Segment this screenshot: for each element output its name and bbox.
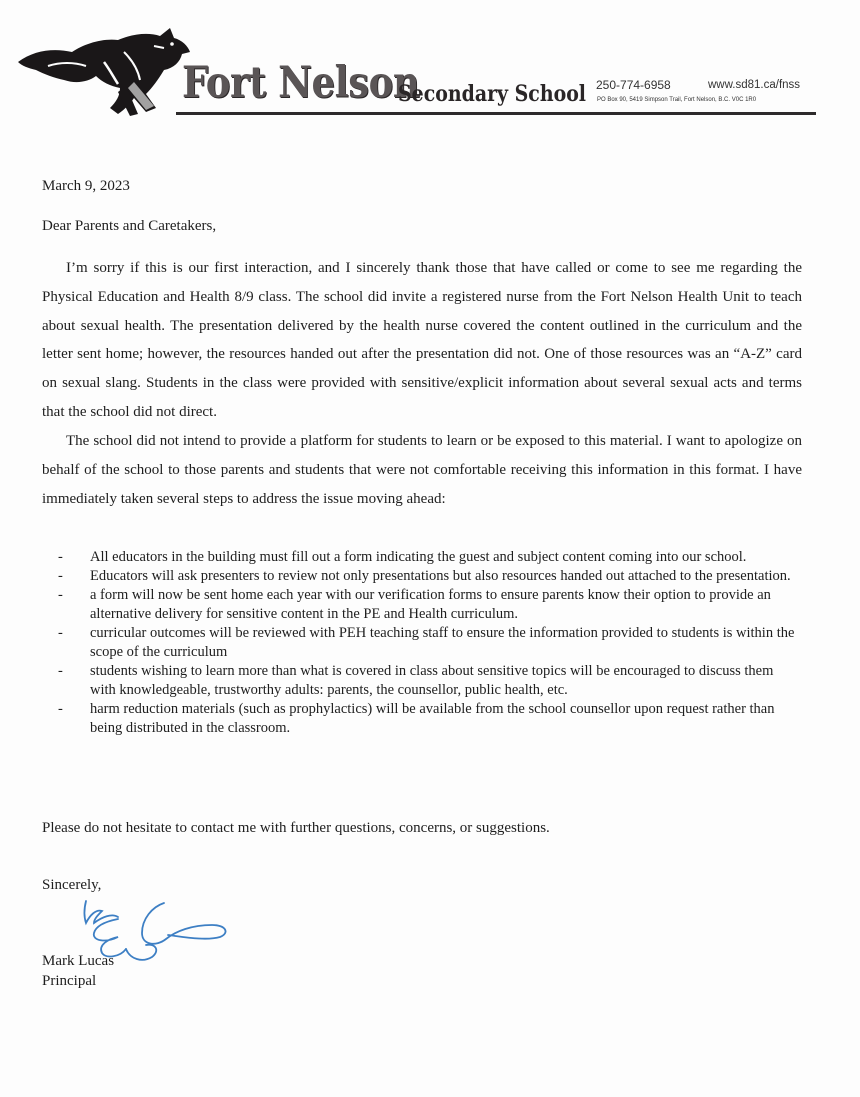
closing-line: Please do not hesitate to contact me with further questions, concerns, or suggestions. (42, 820, 550, 836)
action-steps-list (58, 548, 798, 738)
letter-paragraph-1: I’m sorry if this is our first interaction, and I sincerely thank those that have called or come to see me regarding the Physical Education and Health 8/9 class. The school did invite a registered nurse from the Fort Nelson Health Unit to teach about sexual health. The presentation delivered by the health nurse covered the content outlined in the curriculum and the letter sent home; however, the resources handed out after the presentation did not. One of those resources was an “A-Z” card on sexual slang. Students in the class were provided with sensitive/explicit information about several sexual acts and terms that the school did not direct. (42, 260, 802, 420)
signoff: Sincerely, (42, 877, 102, 893)
list-item: - a form will now be sent home each year with our verification forms to ensure parents know their option to provide an alternative delivery for sensitive content in the PE and Health curriculum. (58, 587, 771, 622)
signer-name: Mark Lucas (42, 953, 115, 969)
list-item: - curricular outcomes will be reviewed with PEH teaching staff to ensure the information provided to students is within the scope of the curriculum (58, 625, 795, 660)
wolf-mascot-logo-icon (14, 22, 194, 117)
signer-title: Principal (42, 973, 97, 989)
list-item: - Educators will ask presenters to review not only presentations but also resources handed out attached to the presentation. (58, 568, 791, 584)
school-name: Fort Nelson (182, 58, 420, 108)
school-subtitle: Secondary School (398, 81, 587, 107)
letterhead (14, 20, 824, 120)
letterhead-rule (176, 112, 816, 115)
school-website: www.sd81.ca/fnss (708, 79, 801, 91)
letter-paragraph-2: The school did not intend to provide a platform for students to learn or be exposed to this material. I want to apologize on behalf of the school to those parents and students that were not comfortable receiving this information in this format. I have immediately taken several steps to address the issue moving ahead: (42, 433, 802, 507)
list-item: - harm reduction materials (such as prophylactics) will be available from the school counsellor upon request rather than being distributed in the classroom. (58, 701, 775, 736)
letter-date: March 9, 2023 (42, 178, 130, 194)
list-item: - All educators in the building must fill out a form indicating the guest and subject content coming into our school. (58, 549, 747, 565)
list-item: - students wishing to learn more than what is covered in class about sensitive topics will be encouraged to discuss them with knowledgeable, trustworthy adults: parents, the counsellor, public health, etc. (58, 663, 774, 698)
school-phone: 250-774-6958 (596, 78, 671, 92)
school-address: PO Box 90, 5419 Simpson Trail, Fort Nelson, B.C. V0C 1R0 (597, 97, 757, 103)
letter-salutation: Dear Parents and Caretakers, (42, 218, 217, 234)
